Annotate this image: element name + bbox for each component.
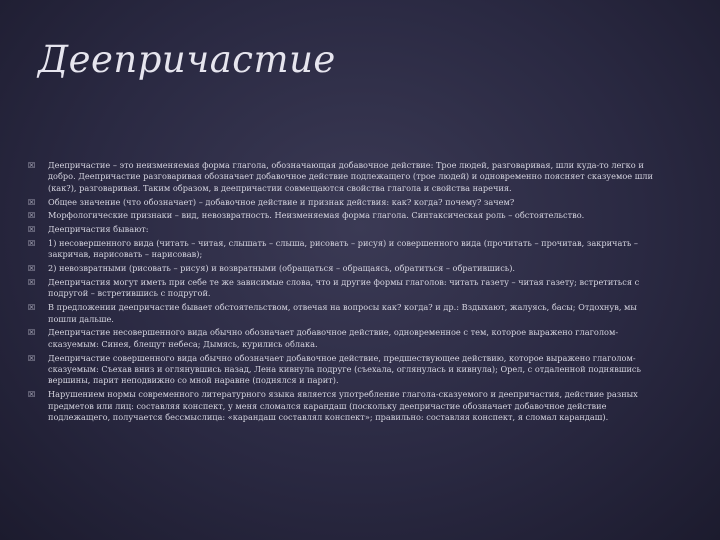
checkbox-icon: ☒ (28, 161, 36, 170)
list-item (28, 277, 668, 300)
list-item (28, 197, 668, 208)
list-item-text: 1) несовершенного вида (читать – читая, слышать – слыша, рисовать – рисуя) и совершенного вида (прочитать – прочитав, закричать – закричав, нарисовать – нарисовав); (48, 238, 639, 260)
checkbox-icon: ☒ (28, 353, 36, 363)
checkbox-icon: ☒ (28, 211, 36, 221)
slide-title: Деепричастие (38, 38, 336, 81)
list-item (28, 353, 668, 387)
list-item-text: Деепричастие – это неизменяемая форма глагола, обозначающая добавочное действие: Трое людей, разговаривая, шли куда-то легко и добро. Деепричастие разговаривая обозначает добавочное действие подлежащего (трое людей) и одновременно поясняет сказуемое шли (как?), разговаривая. Таким образом, в деепричастии совмещаются свойства глагола и свойства наречия. (48, 160, 653, 193)
list-item-text: Деепричастие несовершенного вида обычно обозначает добавочное действие, одновременное с тем, которое выражено глаголом-сказуемым: Синея, блещут небеса; Дымясь, курились облака. (48, 327, 619, 349)
list-item (28, 327, 668, 350)
list-item (28, 263, 668, 274)
list-item (28, 160, 668, 194)
list-item (28, 302, 668, 325)
list-item-text: Общее значение (что обозначает) – добавочное действие и признак действия: как? когда? почему? зачем? (48, 196, 515, 207)
list-item-text: Деепричастие совершенного вида обычно обозначает добавочное действие, предшествующее действию, которое выражено глаголом-сказуемым: Съехав вниз и оглянувшись назад, Лена кивнула подруге (съехала, оглянулась и кивнула); Орел, с отдаленной поднявшись вершины, парит неподвижно со мной наравне (поднялся и парит). (48, 352, 641, 386)
checkbox-icon: ☒ (28, 239, 36, 248)
list-item (28, 224, 668, 235)
checkbox-icon: ☒ (28, 390, 36, 400)
list-item-text: 2) невозвратными (рисовать – рисуя) и возвратными (обращаться – обращаясь, обратиться – обратившись). (48, 263, 516, 274)
list-item (28, 238, 668, 261)
list-item-text: В предложении деепричастие бывает обстоятельством, отвечая на вопросы как? когда? и др.: Вздыхают, жалуясь, басы; Отдохнув, мы пошли дальше. (48, 302, 637, 324)
checkbox-icon: ☒ (28, 278, 36, 287)
list-item (28, 389, 668, 423)
checkbox-icon: ☒ (28, 303, 36, 313)
list-item-text: Нарушением нормы современного литературного языка является употребление глагола-сказуемого и деепричастия, действие разных предметов или лиц: составляя конспект, у меня сломался карандаш (поскольку деепричастие обозначает добавочное действие подлежащего, получается бессмыслица: «карандаш составлял конспект»; правильно: составляя конспект, я сломал карандаш). (48, 389, 638, 423)
checkbox-icon: ☒ (28, 197, 36, 207)
list-item-text: Деепричастия могут иметь при себе те же зависимые слова, что и другие формы глаголов: читать газету – читая газету; встретиться с подругой – встретившись с подругой. (48, 277, 640, 299)
list-item-text: Деепричастия бывают: (48, 224, 149, 235)
checkbox-icon: ☒ (28, 264, 36, 274)
checkbox-icon: ☒ (28, 225, 36, 235)
list-item-text: Морфологические признаки – вид, невозвратность. Неизменяемая форма глагола. Синтаксическая роль – обстоятельство. (48, 210, 585, 221)
list-item (28, 210, 668, 221)
checkbox-icon: ☒ (28, 328, 36, 338)
bullet-list (28, 160, 668, 426)
